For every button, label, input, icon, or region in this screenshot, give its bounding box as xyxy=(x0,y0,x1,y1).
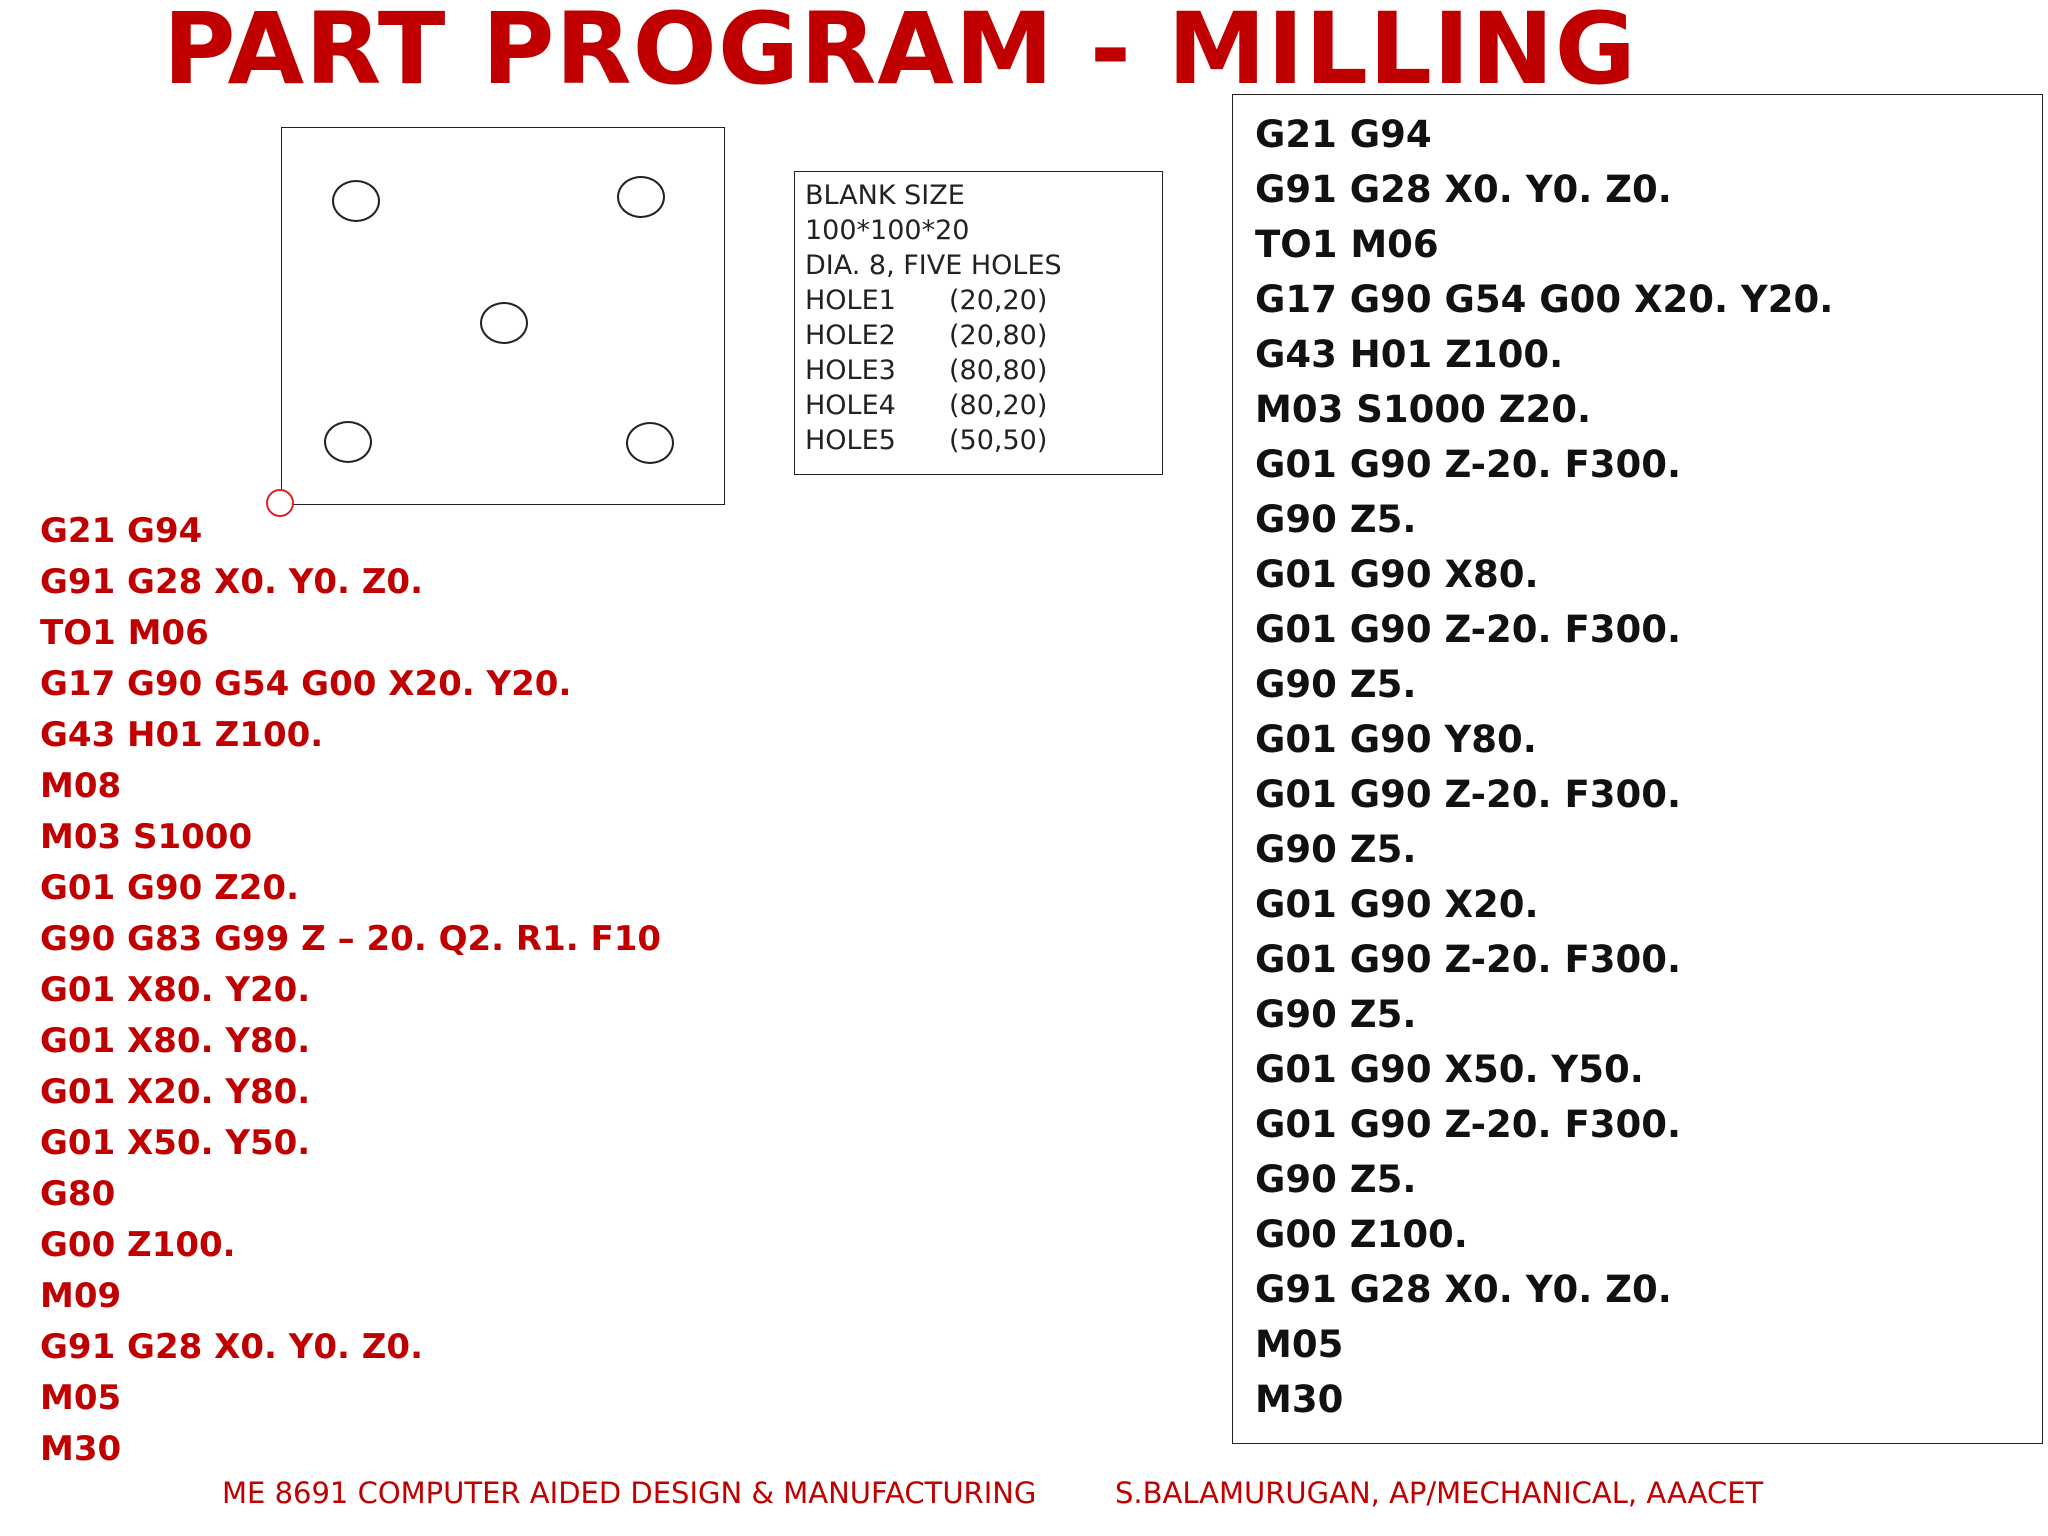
code-line: G80 xyxy=(40,1174,116,1214)
program-listing-left xyxy=(40,506,661,1475)
blank-info-box xyxy=(794,171,1163,475)
hole-bottom-left xyxy=(324,421,372,463)
code-line: G00 Z100. xyxy=(40,1225,236,1265)
hole-row xyxy=(805,283,1162,318)
hole-coord: (80,80) xyxy=(949,355,1048,386)
hole-diameter: DIA. 8, FIVE HOLES xyxy=(805,250,1062,281)
hole-row xyxy=(805,353,1162,388)
code-line: G01 G90 Z-20. F300. xyxy=(1255,938,1682,981)
code-line: G91 G28 X0. Y0. Z0. xyxy=(40,562,423,602)
code-line: G01 G90 Y80. xyxy=(1255,718,1537,761)
code-line: G90 G83 G99 Z – 20. Q2. R1. F10 xyxy=(40,919,662,959)
code-line: TO1 M06 xyxy=(40,613,209,653)
code-line: G17 G90 G54 G00 X20. Y20. xyxy=(1255,278,1834,321)
code-line: G01 X80. Y80. xyxy=(40,1021,311,1061)
footer-author: S.BALAMURUGAN, AP/MECHANICAL, AAACET xyxy=(1115,1476,1764,1510)
hole-name: HOLE3 xyxy=(805,355,896,386)
hole-coord: (80,20) xyxy=(949,390,1048,421)
part-drawing xyxy=(281,127,725,505)
hole-name: HOLE4 xyxy=(805,390,896,421)
code-line: M03 S1000 Z20. xyxy=(1255,388,1592,431)
hole-name: HOLE1 xyxy=(805,285,896,316)
blank-label: BLANK SIZE xyxy=(805,180,965,211)
code-line: G91 G28 X0. Y0. Z0. xyxy=(40,1327,423,1367)
blank-size: 100*100*20 xyxy=(805,215,970,246)
code-line: G91 G28 X0. Y0. Z0. xyxy=(1255,168,1672,211)
code-line: G01 G90 X80. xyxy=(1255,553,1539,596)
page-title: PART PROGRAM - MILLING xyxy=(163,0,1637,107)
code-line: G01 G90 X50. Y50. xyxy=(1255,1048,1644,1091)
code-line: G90 Z5. xyxy=(1255,1158,1417,1201)
hole-row xyxy=(805,423,1162,458)
code-line: G43 H01 Z100. xyxy=(1255,333,1564,376)
hole-name: HOLE5 xyxy=(805,425,896,456)
hole-row xyxy=(805,318,1162,353)
code-line: TO1 M06 xyxy=(1255,223,1439,266)
hole-coord: (20,20) xyxy=(949,285,1048,316)
code-line: G01 X80. Y20. xyxy=(40,970,311,1010)
code-line: G01 G90 Z-20. F300. xyxy=(1255,773,1682,816)
code-line: M05 xyxy=(40,1378,122,1418)
code-line: G91 G28 X0. Y0. Z0. xyxy=(1255,1268,1672,1311)
code-line: M30 xyxy=(1255,1378,1344,1421)
code-line: G90 Z5. xyxy=(1255,828,1417,871)
code-line: G00 Z100. xyxy=(1255,1213,1468,1256)
hole-bottom-right xyxy=(626,422,674,464)
code-line: M30 xyxy=(40,1429,122,1469)
hole-list xyxy=(805,283,1162,458)
footer-course: ME 8691 COMPUTER AIDED DESIGN & MANUFACTURING xyxy=(222,1476,1037,1510)
program-listing-right xyxy=(1232,94,2043,1444)
hole-top-right xyxy=(617,176,665,218)
code-line: G90 Z5. xyxy=(1255,663,1417,706)
code-line: G01 G90 X20. xyxy=(1255,883,1539,926)
code-line: G01 X20. Y80. xyxy=(40,1072,311,1112)
hole-coord: (20,80) xyxy=(949,320,1048,351)
hole-center xyxy=(480,302,528,344)
code-line: G21 G94 xyxy=(1255,113,1432,156)
code-line: G21 G94 xyxy=(40,511,203,551)
hole-top-left xyxy=(332,180,380,222)
code-line: M05 xyxy=(1255,1323,1344,1366)
code-line: G90 Z5. xyxy=(1255,498,1417,541)
code-line: G01 G90 Z20. xyxy=(40,868,300,908)
code-line: G43 H01 Z100. xyxy=(40,715,324,755)
hole-row xyxy=(805,388,1162,423)
hole-name: HOLE2 xyxy=(805,320,896,351)
hole-coord: (50,50) xyxy=(949,425,1048,456)
code-line: G01 X50. Y50. xyxy=(40,1123,311,1163)
code-line: G01 G90 Z-20. F300. xyxy=(1255,608,1682,651)
code-line: G01 G90 Z-20. F300. xyxy=(1255,443,1682,486)
code-line: G01 G90 Z-20. F300. xyxy=(1255,1103,1682,1146)
code-line: M08 xyxy=(40,766,122,806)
code-line: M09 xyxy=(40,1276,122,1316)
code-line: G17 G90 G54 G00 X20. Y20. xyxy=(40,664,572,704)
code-line: G90 Z5. xyxy=(1255,993,1417,1036)
code-line: M03 S1000 xyxy=(40,817,253,857)
